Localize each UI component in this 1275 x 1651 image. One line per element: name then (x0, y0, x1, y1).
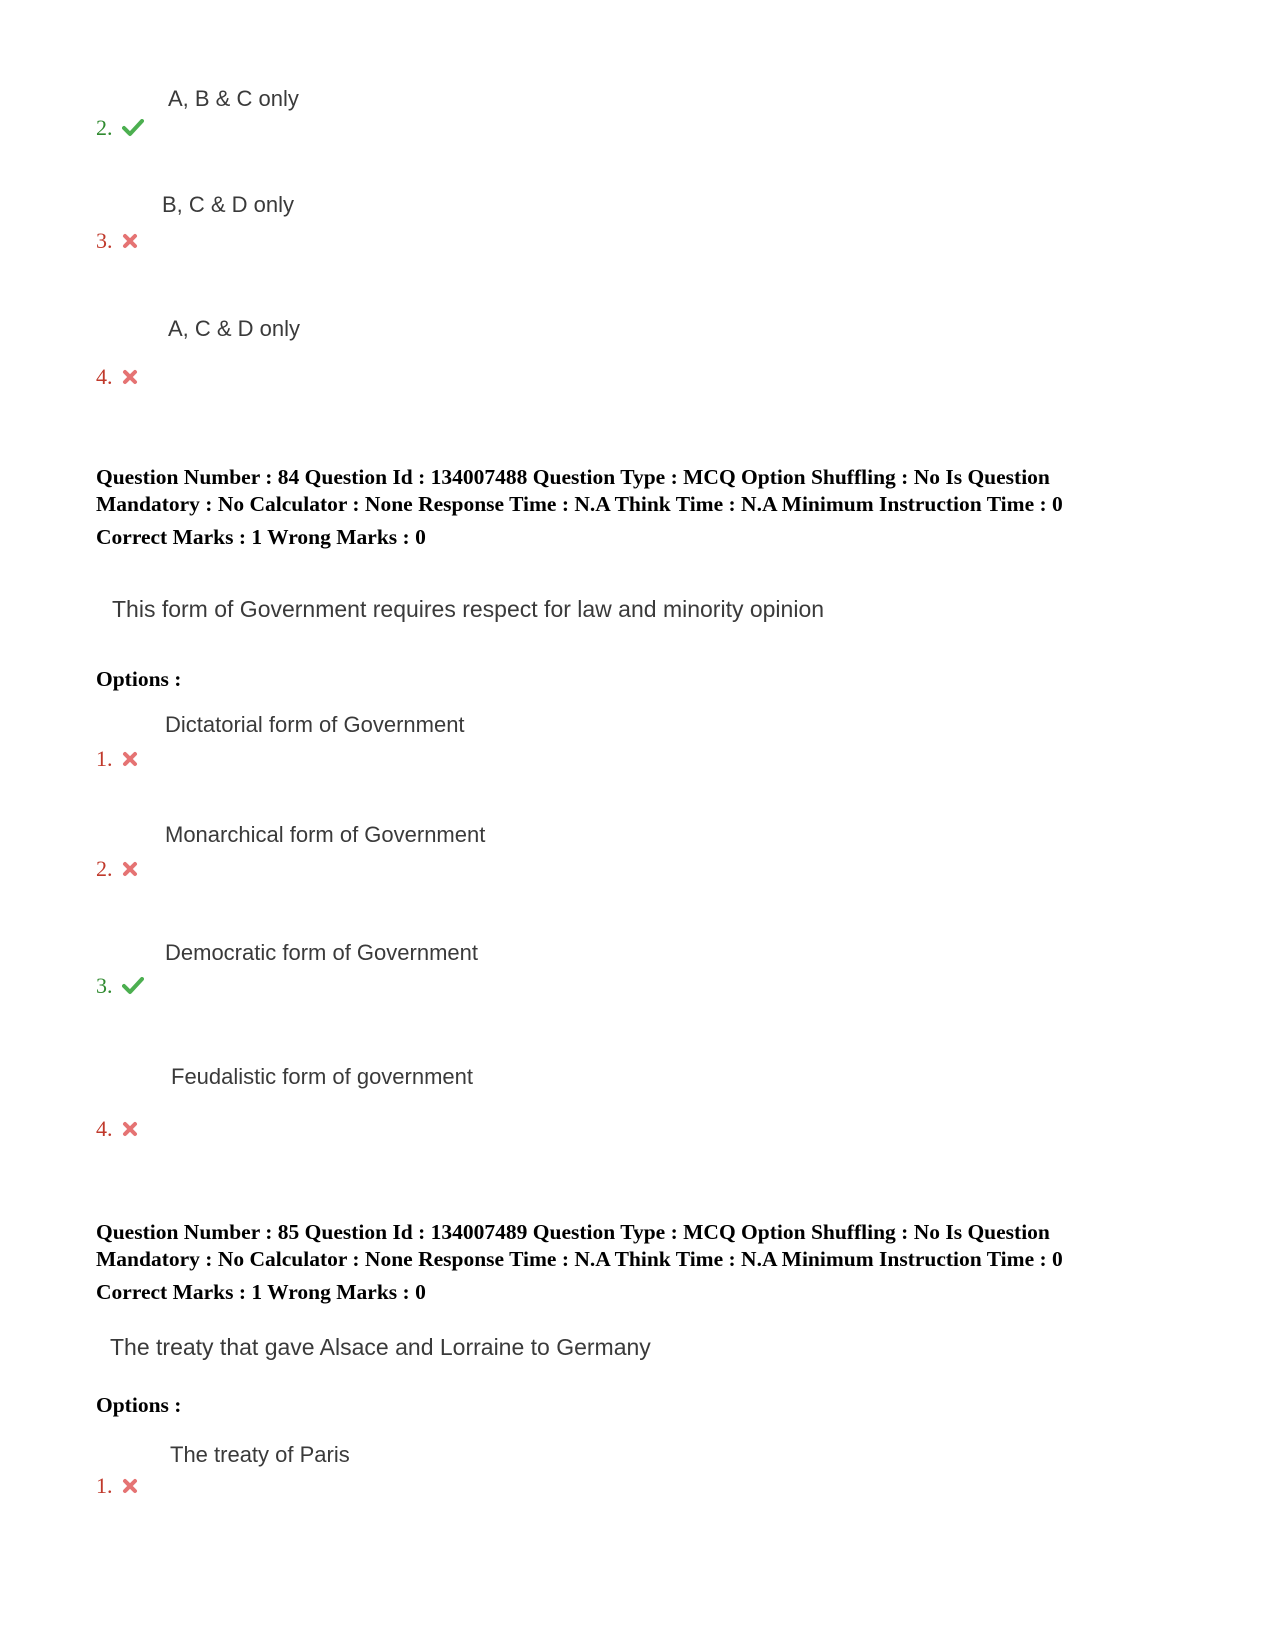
option-number (96, 1116, 138, 1142)
option-text: A, C & D only (168, 316, 301, 341)
cross-icon (122, 369, 138, 385)
option-number (96, 364, 138, 390)
question-text: This form of Government requires respect for law and minority opinion (112, 596, 825, 622)
question-meta (96, 1219, 1186, 1306)
option-number (96, 228, 138, 254)
option-text: The treaty of Paris (170, 1442, 350, 1467)
question-marks: Correct Marks : 1 Wrong Marks : 0 (96, 525, 426, 549)
option-number (96, 856, 138, 882)
cross-icon (122, 751, 138, 767)
option-text: Democratic form of Government (165, 940, 478, 965)
options-label: Options : (96, 667, 182, 691)
option-text: Feudalistic form of government (171, 1064, 474, 1089)
question-meta (96, 464, 1186, 551)
option-number-label: 3. (96, 973, 113, 998)
question-meta-line: Question Number : 84 Question Id : 134007488 Question Type : MCQ Option Shuffling : No Is Question (96, 465, 1050, 489)
option-text: A, B & C only (168, 86, 299, 111)
option-number (96, 746, 138, 772)
option-text: Dictatorial form of Government (165, 712, 465, 737)
options-label: Options : (96, 1393, 182, 1417)
question-marks: Correct Marks : 1 Wrong Marks : 0 (96, 1280, 426, 1304)
cross-icon (122, 233, 138, 249)
question-meta-line: Question Number : 85 Question Id : 134007489 Question Type : MCQ Option Shuffling : No Is Question (96, 1220, 1050, 1244)
option-number-label: 1. (96, 1473, 113, 1498)
option-number-label: 2. (96, 856, 113, 881)
option-number-label: 2. (96, 115, 113, 140)
cross-icon (122, 861, 138, 877)
option-number-label: 4. (96, 364, 113, 389)
option-number (96, 115, 144, 141)
question-meta-line: Mandatory : No Calculator : None Response Time : N.A Think Time : N.A Minimum Instruction Time : 0 (96, 492, 1063, 516)
option-text: B, C & D only (162, 192, 295, 217)
option-number (96, 1473, 138, 1499)
option-number-label: 1. (96, 746, 113, 771)
question-meta-line: Mandatory : No Calculator : None Response Time : N.A Think Time : N.A Minimum Instruction Time : 0 (96, 1247, 1063, 1271)
cross-icon (122, 1121, 138, 1137)
check-icon (122, 977, 144, 995)
cross-icon (122, 1478, 138, 1494)
option-number-label: 3. (96, 228, 113, 253)
option-text: Monarchical form of Government (165, 822, 486, 847)
check-icon (122, 119, 144, 137)
option-number-label: 4. (96, 1116, 113, 1141)
option-number (96, 973, 144, 999)
question-text: The treaty that gave Alsace and Lorraine to Germany (110, 1334, 651, 1360)
